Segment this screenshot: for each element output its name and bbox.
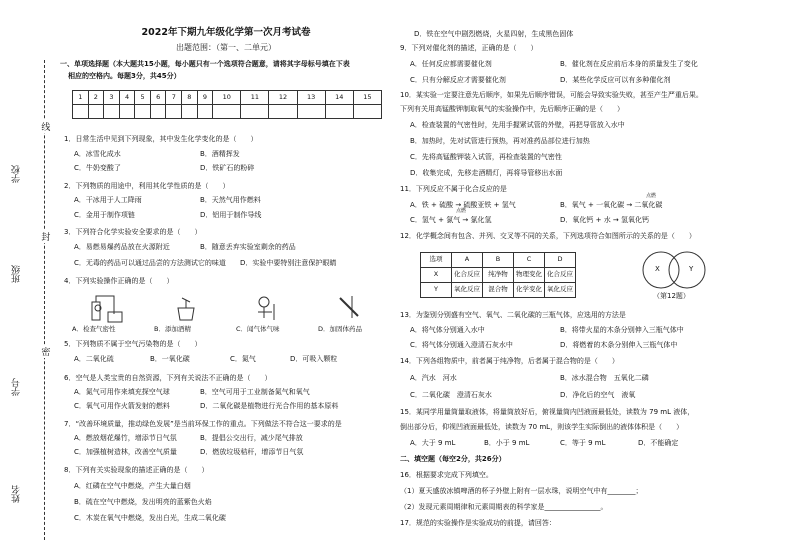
answer-grid-number: 13 [297,91,325,105]
figure-a [72,294,142,334]
q7-stem: 7．“改善环境质量，推动绿色发展”是当前环保工作的重点。下列做法不符合这一要求的是 [64,420,342,428]
answer-grid-cell[interactable] [182,105,198,119]
q2-option-d: D．铝用于制作导线 [200,211,262,219]
q6-stem: 6．空气是人类宝贵的自然资源，下列有关说法不正确的是（ ） [64,374,272,382]
q4-figures [72,294,392,334]
q3-option-c: C．无毒的药品可以通过品尝的方法测试它的味道 [74,259,226,267]
q2-option-a: A．干冰用于人工降雨 [74,196,142,204]
answer-grid-number: 10 [213,91,241,105]
q11-condition-2: 点燃 [456,208,467,214]
exam-scope: 出题范围：（第一、二单元） [176,43,276,52]
q9-option-b: B．催化剂在反应前后本身的质量发生了变化 [560,60,698,68]
q1-option-c: C．牛奶变酸了 [74,164,121,172]
q12-table-cell: X [421,268,452,283]
q12-table-cell: Y [421,283,452,298]
q12-table [420,252,576,298]
q11-stem: 11．下列反应不属于化合反应的是 [400,185,507,193]
answer-grid-cell[interactable] [150,105,166,119]
q5-option-b: B．一氧化碳 [150,355,190,363]
seal-char-mi: 密 [39,347,50,356]
figure-c-caption: C．闻气体气味 [236,325,280,333]
q10-option-a: A．检查装置的气密性时，先用手握紧试管的外壁，再把导管放入水中 [410,121,625,129]
q8-option-c: C．木炭在氧气中燃烧，发出白光，生成二氧化碳 [74,514,226,522]
q12-table-cell: 氧化反应 [545,283,576,298]
q9-option-c: C．只有分解反应才需要催化剂 [410,76,506,84]
section1-heading-2: 相应的空格内。每题3分，共45分） [68,72,181,80]
q15-option-c: C．等于 9 mL [560,439,606,447]
airtight-check-icon [86,294,126,324]
q3-option-d: D．实验中要特别注意保护眼睛 [240,259,337,267]
section2-heading: 二、填空题（每空2分，共26分） [400,455,506,463]
answer-grid-cell[interactable] [213,105,241,119]
q16-part-1: （1）夏天盛放冰镇啤酒的杯子外壁上附有一层水珠，说明空气中有________； [400,487,643,495]
answer-grid-number: 9 [197,91,213,105]
name-label: 姓名 [12,485,22,503]
answer-grid-cell[interactable] [104,105,120,119]
smell-gas-icon [250,294,290,324]
q7-option-b: B．提倡公交出行，减少尾气排放 [200,434,303,442]
q3-stem: 3．下列符合化学实验安全要求的是（ ） [64,228,202,236]
answer-grid-number: 8 [182,91,198,105]
q13-option-b: B．将带火星的木条分别伸入三瓶气体中 [560,326,684,334]
q10-option-c: C．先将高锰酸钾装入试管，再检查装置的气密性 [410,153,562,161]
q10-option-d: D．收集完成，先移走酒精灯，再将导管移出水面 [410,169,563,177]
q12-figure-label: （第12题） [653,292,690,300]
answer-grid-number: 14 [325,91,353,105]
answer-grid-cell[interactable] [73,105,89,119]
q6-option-b: B．空气可用于工业制备氮气和氧气 [200,388,310,396]
q12-table-cell: 化合反应 [452,268,483,283]
q12-table-cell: 化学变化 [514,283,545,298]
q15-option-a: A．大于 9 mL [410,439,456,447]
q8-stem: 8．下列有关实验现象的描述正确的是（ ） [64,466,209,474]
q14-option-b: B．冰水混合物 五氧化二磷 [560,374,649,382]
q9-stem: 9．下列对催化剂的描述，正确的是（ ） [400,44,538,52]
figure-b [154,294,224,334]
answer-grid-number: 1 [73,91,89,105]
q11-condition-1: 点燃 [646,193,657,199]
q5-stem: 5．下列物质不属于空气污染物的是（ ） [64,340,202,348]
q12-table-cell: 物理变化 [514,268,545,283]
seal-char-line: 线 [39,122,50,131]
answer-grid [72,90,382,119]
answer-grid-cell[interactable] [297,105,325,119]
answer-grid-number: 2 [88,91,104,105]
q5-option-c: C．氮气 [230,355,256,363]
test-tube-icon [332,294,372,324]
answer-grid-number: 4 [119,91,135,105]
q11-option-c: C．氢气 + 氯气 → 氯化氢 [410,216,492,224]
q14-option-d: D．净化后的空气 液氧 [560,391,636,399]
q13-option-a: A．将气体分别通入水中 [410,326,485,334]
q14-option-a: A．汽水 河水 [410,374,457,382]
q10-stem-1: 10．某实验一定要注意先后顺序，如果先后顺序错误，可能会导致实验失败，甚至产生严重后果。 [400,91,703,99]
q15-option-b: B．小于 9 mL [484,439,530,447]
q12-table-cell: B [483,253,514,268]
seal-char-feng: 封 [39,232,50,241]
q9-option-a: A．任何反应都需要催化剂 [410,60,492,68]
q5-option-d: D．可吸入颗粒 [290,355,338,363]
q17-stem: 17．规范的实验操作是实验成功的前提，请回答： [400,519,556,527]
q8-option-d: D．铁在空气中剧烈燃烧，火星四射，生成黑色固体 [414,30,574,38]
figure-c [236,294,306,334]
q12-table-cell: 混合物 [483,283,514,298]
answer-grid-cell[interactable] [119,105,135,119]
alcohol-lamp-icon [168,294,208,324]
q4-stem: 4．下列实验操作正确的是（ ） [64,277,174,285]
q8-option-b: B．硫在空气中燃烧，发出明亮的蓝紫色火焰 [74,498,212,506]
q12-table-cell: C [514,253,545,268]
answer-grid-cell[interactable] [241,105,269,119]
q14-option-c: C．二氧化碳 澄清石灰水 [410,391,492,399]
class-label: 班级 [12,265,22,283]
q15-line-1: 15．某同学用量筒量取液体，将量筒放好后，俯视量筒内凹液面最低处，读数为 79 mL 液体， [400,408,695,416]
q7-option-c: C．加强植树造林，改善空气质量 [74,448,177,456]
q1-stem: 1．日常生活中见到下列现象，其中发生化学变化的是（ ） [64,135,258,143]
answer-grid-number: 15 [353,91,381,105]
venn-circles [625,250,725,290]
q1-option-d: D．铁矿石的粉碎 [200,164,255,172]
q7-option-d: D．燃放垃圾秸秆，增添节日气氛 [200,448,304,456]
q12-table-cell: 选项 [421,253,452,268]
q12-table-cell: 化合反应 [545,268,576,283]
q10-stem-2: 下列有关用高锰酸钾制取氧气的实验操作中，先后顺序正确的是（ ） [400,105,624,113]
q15-option-d: D．不能确定 [638,439,679,447]
q13-option-c: C．将气体分别通入澄清石灰水中 [410,341,513,349]
figure-d-caption: D．加固体药品 [318,325,363,333]
q7-option-a: A．燃放烟花爆竹，增添节日气氛 [74,434,177,442]
q11-option-d: D．氧化钙 + 水 → 氢氧化钙 [560,216,650,224]
answer-grid-number: 12 [269,91,297,105]
answer-grid-cell[interactable] [88,105,104,119]
q12-table-cell: D [545,253,576,268]
answer-grid-cell[interactable] [269,105,297,119]
q2-option-c: C．金用于制作项链 [74,211,135,219]
answer-grid-number: 3 [104,91,120,105]
answer-grid-cell[interactable] [135,105,151,119]
answer-grid-number: 6 [150,91,166,105]
q14-stem: 14．下列各组物质中，前者属于纯净物，后者属于混合物的是（ ） [400,357,619,365]
q3-option-a: A．易燃易爆药品放在火源附近 [74,243,170,251]
venn-x-label: X [655,265,660,273]
answer-grid-number: 5 [135,91,151,105]
school-label: 学校 [12,165,22,183]
q9-option-d: D．某些化学反应可以有多种催化剂 [560,76,671,84]
figure-b-caption: B．添加酒精 [154,325,191,333]
q12-stem: 12．化学概念间有包含、并列、交叉等不同的关系，下列选项符合如图所示的关系的是（ ） [400,232,696,240]
q6-option-d: D．二氧化碳是植物进行光合作用的基本原料 [200,402,339,410]
q13-option-d: D．将燃着的木条分别伸入三瓶气体中 [560,341,678,349]
q5-option-a: A．二氧化硫 [74,355,114,363]
q15-line-2: 倒出部分后，仰视凹液面最低处，读数为 70 mL，则该学生实际倒出的液体体积是（ ） [400,423,684,431]
answer-grid-number: 7 [166,91,182,105]
answer-grid-cell[interactable] [325,105,353,119]
q13-stem: 13．为鉴别分别盛有空气、氧气、二氧化碳的三瓶气体，应选用的方法是 [400,311,626,319]
q1-option-a: A．冰雪化成水 [74,150,121,158]
q12-venn-diagram [625,250,725,300]
q16-stem: 16．根据要求完成下列填空。 [400,471,493,479]
q16-part-2: （2）发现元素周期律和元素周期表的科学家是________________。 [400,503,608,511]
venn-y-label: Y [689,265,694,273]
figure-a-caption: A．检查气密性 [72,325,116,333]
q12-table-cell: A [452,253,483,268]
answer-grid-number: 11 [241,91,269,105]
q3-option-b: B．随意丢弃实验室剩余的药品 [200,243,296,251]
answer-grid-cell[interactable] [166,105,182,119]
q12-table-cell: 纯净物 [483,268,514,283]
answer-grid-cell[interactable] [353,105,381,119]
answer-grid-cell[interactable] [197,105,213,119]
exam-title: 2022年下期九年级化学第一次月考试卷 [141,27,311,38]
section1-heading: 一、单项选择题（本大题共15小题，每小题只有一个选项符合题意，请将其字母标号填在下表 [60,60,350,68]
student-id-label: 学号 [12,378,22,396]
q11-option-a: A．铁 + 硫酸 → 硫酸亚铁 + 氢气 [410,201,516,209]
binding-strip [4,60,56,540]
q2-option-b: B．天然气用作燃料 [200,196,261,204]
q6-option-c: C．氧气可用作火箭发射的燃料 [74,402,170,410]
q2-stem: 2．下列物质的用途中，利用其化学性质的是（ ） [64,182,230,190]
q8-option-a: A．红磷在空气中燃烧，产生大量白烟 [74,482,191,490]
q1-option-b: B．酒精挥发 [200,150,240,158]
q12-table-cell: 氧化反应 [452,283,483,298]
q11-option-b: B．氧气 + 一氧化碳 → 二氧化碳 [560,201,663,209]
figure-d [318,294,388,334]
q10-option-b: B．加热时，先对试管进行预热，再对准药品部位进行加热 [410,137,590,145]
q6-option-a: A．氮气可用作来填充探空气球 [74,388,170,396]
